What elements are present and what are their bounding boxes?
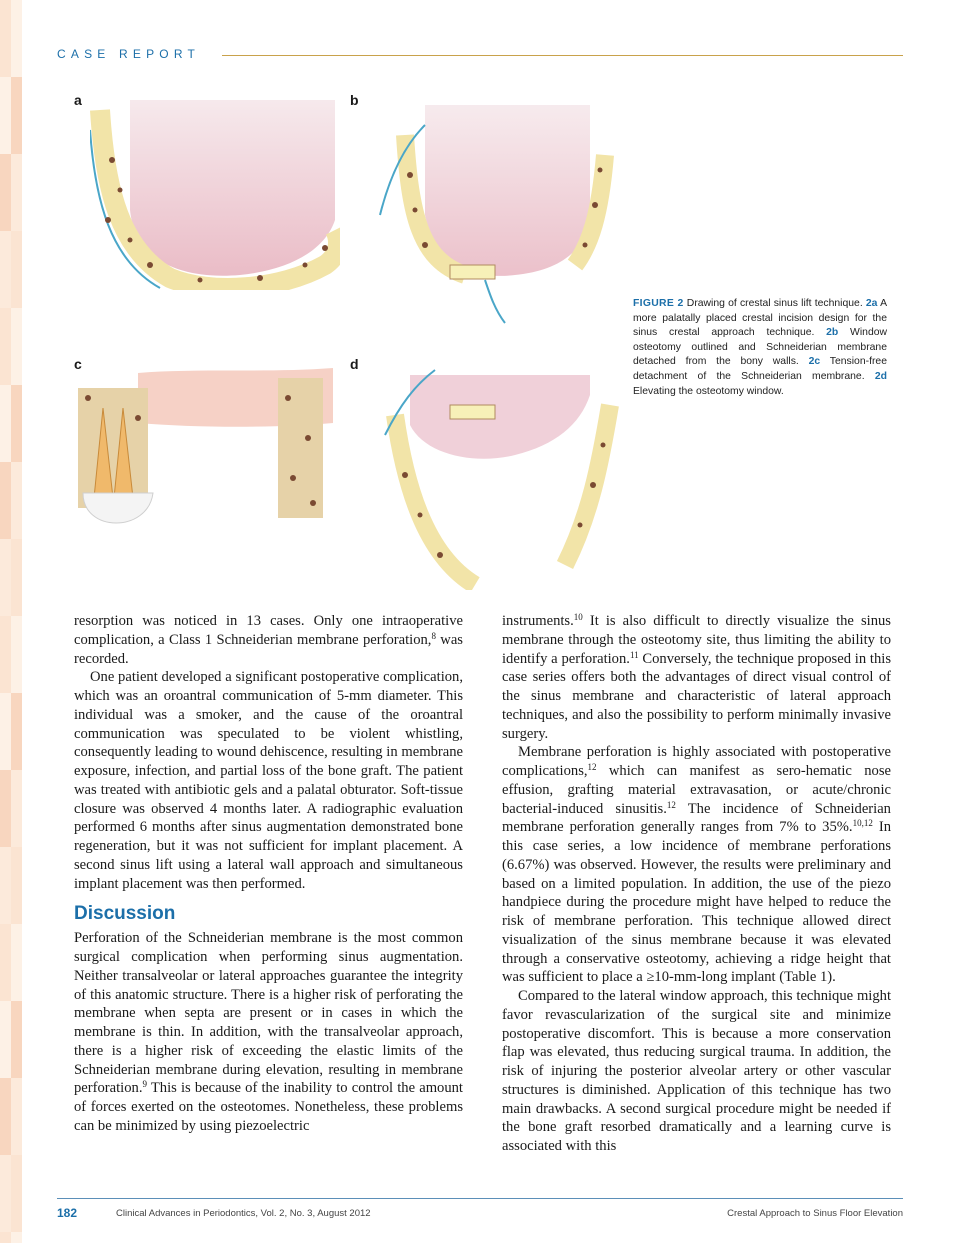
strip-cell bbox=[11, 770, 22, 781]
strip-cell bbox=[0, 1034, 11, 1045]
strip-cell bbox=[0, 143, 11, 154]
strip-cell bbox=[11, 858, 22, 869]
strip-cell bbox=[0, 385, 11, 396]
paragraph bbox=[502, 612, 891, 743]
strip-cell bbox=[11, 209, 22, 220]
figure-panel-c-illustration bbox=[78, 368, 338, 533]
strip-cell bbox=[0, 22, 11, 33]
strip-cell bbox=[0, 792, 11, 803]
strip-cell bbox=[0, 550, 11, 561]
strip-cell bbox=[0, 121, 11, 132]
strip-cell bbox=[0, 198, 11, 209]
strip-cell bbox=[11, 319, 22, 330]
strip-cell bbox=[0, 132, 11, 143]
strip-cell bbox=[11, 242, 22, 253]
strip-cell bbox=[11, 77, 22, 88]
citation: 12 bbox=[587, 762, 597, 772]
strip-cell bbox=[0, 539, 11, 550]
strip-cell bbox=[11, 1155, 22, 1166]
strip-cell bbox=[11, 946, 22, 957]
caption-label-2a: 2a bbox=[865, 298, 878, 309]
strip-cell bbox=[0, 990, 11, 1001]
strip-cell bbox=[11, 143, 22, 154]
strip-cell bbox=[11, 649, 22, 660]
strip-cell bbox=[0, 440, 11, 451]
strip-cell bbox=[0, 946, 11, 957]
strip-cell bbox=[11, 517, 22, 528]
strip-cell bbox=[11, 539, 22, 550]
strip-cell bbox=[11, 22, 22, 33]
paragraph bbox=[74, 612, 463, 668]
paragraph bbox=[74, 929, 463, 1135]
figure-panel-d-illustration bbox=[365, 365, 625, 590]
strip-cell bbox=[0, 715, 11, 726]
strip-cell bbox=[11, 1012, 22, 1023]
strip-cell bbox=[11, 462, 22, 473]
strip-cell bbox=[0, 1232, 11, 1243]
strip-cell bbox=[0, 583, 11, 594]
strip-cell bbox=[0, 561, 11, 572]
strip-cell bbox=[11, 154, 22, 165]
strip-cell bbox=[11, 88, 22, 99]
strip-cell bbox=[11, 913, 22, 924]
panel-label-c: c bbox=[74, 356, 82, 372]
strip-cell bbox=[0, 1166, 11, 1177]
strip-cell bbox=[11, 1056, 22, 1067]
strip-cell bbox=[0, 286, 11, 297]
strip-cell bbox=[0, 935, 11, 946]
figure-panel-b-illustration bbox=[365, 95, 625, 325]
strip-cell bbox=[0, 209, 11, 220]
strip-cell bbox=[0, 1001, 11, 1012]
paragraph: One patient developed a significant postoperative complication, which was an oroantral communication of 5-mm diameter. This individual was a smoker, and the cause of the oroantral communication was speculated to be violent whistling, consequently leading to wound dehiscence, resulting in membrane exposure, infection, and partial loss of the bone graft. The patient was treated with antibiotic gels and a palatal obturator. Soft-tissue closure was observed 4 months later. A radiographic evaluation performed 6 months after sinus augmentation demonstrated bone regeneration, but it was not sufficient for implant placement. A second sinus lift using a lateral wall approach and simultaneous implant placement was then performed. bbox=[74, 669, 463, 892]
strip-cell bbox=[0, 462, 11, 473]
figure-caption bbox=[633, 297, 887, 399]
citation: 11 bbox=[629, 649, 639, 660]
strip-cell bbox=[0, 77, 11, 88]
strip-cell bbox=[11, 660, 22, 671]
strip-cell bbox=[11, 198, 22, 209]
strip-cell bbox=[11, 847, 22, 858]
strip-cell bbox=[0, 231, 11, 242]
strip-cell bbox=[0, 957, 11, 968]
strip-cell bbox=[0, 297, 11, 308]
strip-cell bbox=[11, 374, 22, 385]
citation: 10,12 bbox=[852, 818, 873, 829]
strip-cell bbox=[11, 66, 22, 77]
figure-label: FIGURE 2 bbox=[633, 298, 684, 309]
strip-cell bbox=[11, 1023, 22, 1034]
paragraph-text: instruments. bbox=[502, 613, 574, 629]
strip-cell bbox=[0, 1012, 11, 1023]
strip-cell bbox=[11, 1001, 22, 1012]
strip-cell bbox=[11, 121, 22, 132]
strip-cell bbox=[11, 506, 22, 517]
strip-cell bbox=[0, 341, 11, 352]
strip-cell bbox=[11, 1199, 22, 1210]
figure-panel-a-illustration bbox=[90, 100, 340, 290]
strip-cell bbox=[11, 704, 22, 715]
strip-cell bbox=[11, 825, 22, 836]
strip-cell bbox=[11, 440, 22, 451]
strip-cell bbox=[11, 572, 22, 583]
strip-cell bbox=[0, 99, 11, 110]
strip-cell bbox=[0, 220, 11, 231]
strip-cell bbox=[11, 1089, 22, 1100]
strip-cell bbox=[11, 176, 22, 187]
strip-cell bbox=[0, 968, 11, 979]
strip-cell bbox=[11, 836, 22, 847]
footer-rule bbox=[57, 1198, 903, 1199]
strip-cell bbox=[11, 924, 22, 935]
strip-cell bbox=[0, 737, 11, 748]
strip-cell bbox=[0, 770, 11, 781]
strip-cell bbox=[11, 990, 22, 1001]
strip-cell bbox=[11, 902, 22, 913]
strip-cell bbox=[11, 264, 22, 275]
strip-cell bbox=[0, 517, 11, 528]
strip-cell bbox=[11, 407, 22, 418]
strip-cell bbox=[11, 561, 22, 572]
strip-cell bbox=[0, 616, 11, 627]
strip-cell bbox=[11, 1111, 22, 1122]
strip-cell bbox=[11, 1232, 22, 1243]
strip-cell bbox=[0, 528, 11, 539]
strip-cell bbox=[0, 1133, 11, 1144]
strip-cell bbox=[0, 649, 11, 660]
strip-cell bbox=[0, 594, 11, 605]
strip-cell bbox=[0, 880, 11, 891]
caption-text-2d: Elevating the osteotomy window. bbox=[633, 385, 784, 397]
strip-cell bbox=[11, 396, 22, 407]
strip-cell bbox=[11, 715, 22, 726]
strip-cell bbox=[11, 1100, 22, 1111]
strip-cell bbox=[0, 704, 11, 715]
citation: 10 bbox=[573, 612, 583, 622]
strip-cell bbox=[0, 759, 11, 770]
strip-cell bbox=[0, 1056, 11, 1067]
paragraph-text: which can manifest as sero-hematic nose effusion, grafting material extravasation, or acute/chronic bacterial-induced sinusitis. bbox=[502, 763, 891, 817]
strip-cell bbox=[11, 1188, 22, 1199]
citation: 8 bbox=[431, 630, 436, 641]
paragraph-text: Perforation of the Schneiderian membrane is the most common surgical complication when performing sinus augmentation. Neither transalveolar or lateral approaches guarantee the integrity of this anatomic structure. There is a higher risk of perforating the membrane when septa are present or in cases in which the membrane is thin. In addition, with the transalveolar approach, there is a higher risk of exceeding the elastic limits of the Schneiderian membrane during elevation, resulting in membrane perforation. bbox=[74, 930, 463, 1097]
strip-cell bbox=[11, 275, 22, 286]
strip-cell bbox=[0, 682, 11, 693]
strip-cell bbox=[11, 1078, 22, 1089]
strip-cell bbox=[0, 671, 11, 682]
paragraph: Compared to the lateral window approach, this technique might favor revascularization of the surgical site and minimize postoperative discomfort. This is because a more conservation flap was elevated, thus reducing surgical trauma. In addition, the risk of injuring the posterior alveolar artery or other vascular structures is diminished. Application of this technique has two main drawbacks. A second surgical procedure might be needed if the bone graft resorbed dramatically and a learning curve is associated with this bbox=[502, 988, 891, 1154]
strip-cell bbox=[11, 231, 22, 242]
strip-cell bbox=[0, 1089, 11, 1100]
strip-cell bbox=[0, 1199, 11, 1210]
strip-cell bbox=[11, 330, 22, 341]
paragraph bbox=[502, 743, 891, 987]
strip-cell bbox=[11, 44, 22, 55]
strip-cell bbox=[11, 583, 22, 594]
strip-cell bbox=[0, 165, 11, 176]
strip-cell bbox=[11, 165, 22, 176]
strip-cell bbox=[11, 451, 22, 462]
section-label: CASE REPORT bbox=[57, 47, 200, 61]
strip-cell bbox=[11, 110, 22, 121]
strip-cell bbox=[0, 781, 11, 792]
strip-cell bbox=[0, 858, 11, 869]
strip-cell bbox=[0, 396, 11, 407]
strip-cell bbox=[11, 957, 22, 968]
strip-cell bbox=[0, 1177, 11, 1188]
strip-cell bbox=[11, 429, 22, 440]
strip-cell bbox=[11, 671, 22, 682]
left-text-column bbox=[74, 612, 463, 1136]
strip-cell bbox=[11, 968, 22, 979]
strip-cell bbox=[0, 1111, 11, 1122]
strip-cell bbox=[0, 11, 11, 22]
strip-cell bbox=[11, 99, 22, 110]
strip-cell bbox=[0, 726, 11, 737]
strip-cell bbox=[11, 132, 22, 143]
strip-cell bbox=[0, 902, 11, 913]
strip-cell bbox=[11, 693, 22, 704]
strip-cell bbox=[11, 187, 22, 198]
strip-cell bbox=[0, 1144, 11, 1155]
strip-cell bbox=[0, 484, 11, 495]
strip-cell bbox=[11, 781, 22, 792]
strip-cell bbox=[11, 253, 22, 264]
strip-cell bbox=[0, 187, 11, 198]
strip-cell bbox=[0, 605, 11, 616]
strip-cell bbox=[0, 891, 11, 902]
panel-label-d: d bbox=[350, 356, 359, 372]
strip-cell bbox=[0, 33, 11, 44]
panel-label-a: a bbox=[74, 92, 82, 108]
strip-cell bbox=[0, 44, 11, 55]
strip-cell bbox=[0, 429, 11, 440]
strip-cell bbox=[0, 451, 11, 462]
strip-cell bbox=[11, 605, 22, 616]
strip-cell bbox=[0, 836, 11, 847]
strip-cell bbox=[11, 792, 22, 803]
strip-cell bbox=[0, 176, 11, 187]
panel-label-b: b bbox=[350, 92, 359, 108]
strip-cell bbox=[0, 660, 11, 671]
strip-cell bbox=[0, 847, 11, 858]
strip-cell bbox=[0, 979, 11, 990]
strip-cell bbox=[11, 594, 22, 605]
strip-cell bbox=[11, 803, 22, 814]
paragraph-text: The incidence of Schneiderian membrane perforation generally ranges from 7% to 35%. bbox=[502, 800, 891, 836]
strip-cell bbox=[11, 638, 22, 649]
strip-cell bbox=[0, 407, 11, 418]
strip-cell bbox=[11, 341, 22, 352]
strip-cell bbox=[11, 352, 22, 363]
strip-cell bbox=[11, 737, 22, 748]
strip-cell bbox=[0, 374, 11, 385]
strip-cell bbox=[11, 1045, 22, 1056]
strip-cell bbox=[11, 1144, 22, 1155]
strip-cell bbox=[11, 616, 22, 627]
caption-text-2b: Window osteotomy outlined and Schneiderian membrane detached from the bony walls. bbox=[633, 327, 888, 368]
strip-cell bbox=[0, 330, 11, 341]
strip-cell bbox=[0, 352, 11, 363]
strip-cell bbox=[0, 924, 11, 935]
caption-label-2b: 2b bbox=[826, 327, 839, 339]
journal-citation: Clinical Advances in Periodontics, Vol. 2, No. 3, August 2012 bbox=[116, 1208, 371, 1219]
strip-cell bbox=[11, 297, 22, 308]
strip-cell bbox=[0, 506, 11, 517]
caption-text-2c: Tension-free detachment of the Schneiderian membrane. bbox=[633, 356, 887, 382]
strip-cell bbox=[11, 935, 22, 946]
right-text-column bbox=[502, 612, 891, 1156]
strip-cell bbox=[11, 55, 22, 66]
strip-cell bbox=[11, 869, 22, 880]
strip-cell bbox=[11, 1210, 22, 1221]
strip-cell bbox=[0, 1155, 11, 1166]
strip-cell bbox=[0, 1210, 11, 1221]
strip-cell bbox=[11, 385, 22, 396]
strip-cell bbox=[11, 528, 22, 539]
strip-cell bbox=[11, 814, 22, 825]
strip-cell bbox=[11, 759, 22, 770]
strip-cell bbox=[11, 891, 22, 902]
strip-cell bbox=[11, 308, 22, 319]
paragraph-text: Membrane perforation is highly associated with postoperative complications, bbox=[502, 744, 891, 779]
strip-cell bbox=[0, 363, 11, 374]
citation: 9 bbox=[142, 1079, 147, 1090]
strip-cell bbox=[11, 1221, 22, 1232]
strip-cell bbox=[0, 66, 11, 77]
strip-cell bbox=[0, 275, 11, 286]
strip-cell bbox=[11, 550, 22, 561]
strip-cell bbox=[0, 748, 11, 759]
strip-cell bbox=[0, 814, 11, 825]
strip-cell bbox=[11, 495, 22, 506]
citation: 12 bbox=[666, 799, 676, 810]
strip-cell bbox=[11, 1067, 22, 1078]
strip-cell bbox=[0, 55, 11, 66]
strip-cell bbox=[11, 682, 22, 693]
strip-cell bbox=[11, 979, 22, 990]
strip-cell bbox=[0, 913, 11, 924]
strip-cell bbox=[0, 0, 11, 11]
strip-cell bbox=[0, 308, 11, 319]
paragraph-text: It is also difficult to directly visualize the sinus membrane through the osteotomy site, thus limiting the ability to identify a perforation. bbox=[502, 613, 891, 667]
strip-cell bbox=[0, 1023, 11, 1034]
strip-cell bbox=[11, 418, 22, 429]
caption-intro: Drawing of crestal sinus lift technique. bbox=[683, 298, 866, 309]
strip-cell bbox=[0, 825, 11, 836]
page-number: 182 bbox=[57, 1206, 78, 1220]
strip-cell bbox=[0, 264, 11, 275]
strip-cell bbox=[0, 1078, 11, 1089]
strip-cell bbox=[11, 33, 22, 44]
strip-cell bbox=[11, 1122, 22, 1133]
strip-cell bbox=[11, 484, 22, 495]
strip-cell bbox=[11, 220, 22, 231]
caption-label-2d: 2d bbox=[874, 370, 887, 382]
caption-label-2c: 2c bbox=[808, 356, 821, 368]
strip-cell bbox=[0, 803, 11, 814]
running-title: Crestal Approach to Sinus Floor Elevation bbox=[727, 1208, 903, 1219]
strip-cell bbox=[0, 1045, 11, 1056]
strip-cell bbox=[11, 1133, 22, 1144]
strip-cell bbox=[11, 627, 22, 638]
section-heading-discussion: Discussion bbox=[74, 903, 176, 925]
strip-cell bbox=[0, 627, 11, 638]
strip-cell bbox=[11, 880, 22, 891]
strip-cell bbox=[11, 1034, 22, 1045]
paragraph-text: resorption was noticed in 13 cases. Only one intraoperative complication, a Class 1 Schneiderian membrane perforation, bbox=[74, 613, 463, 648]
strip-cell bbox=[11, 473, 22, 484]
strip-cell bbox=[11, 0, 22, 11]
strip-cell bbox=[0, 572, 11, 583]
strip-cell bbox=[11, 11, 22, 22]
strip-cell bbox=[11, 748, 22, 759]
paragraph-text: Conversely, the technique proposed in this case series offers both the advantages of direct visual control of the sinus membrane and characteristic of lateral approach techniques, and also the possibility to perform minimally invasive surgery. bbox=[502, 650, 891, 742]
strip-cell bbox=[11, 1177, 22, 1188]
strip-cell bbox=[0, 319, 11, 330]
strip-cell bbox=[0, 88, 11, 99]
caption-text-2a: A more palatally placed crestal incision design for the sinus crestal approach technique. bbox=[633, 298, 887, 339]
strip-cell bbox=[0, 869, 11, 880]
strip-cell bbox=[0, 1221, 11, 1232]
header-rule bbox=[222, 55, 903, 56]
strip-cell bbox=[0, 1188, 11, 1199]
decorative-side-strip bbox=[0, 0, 22, 1242]
strip-cell bbox=[0, 253, 11, 264]
strip-cell bbox=[11, 1166, 22, 1177]
strip-cell bbox=[11, 726, 22, 737]
strip-cell bbox=[0, 242, 11, 253]
paragraph-text: In this case series, a low incidence of membrane perforations (6.67%) was observed. However, the results were preliminary and based on a limited population. In addition, the use of the piezo handpiece during the procedure might have helped to reduce the risk of membrane perforation. This technique allowed direct visualization of the sinus membrane because it was elevated through a conservative osteotomy, achieving a ridge height that was sufficient to place a ≥10-mm-long implant (Table 1). bbox=[502, 819, 891, 986]
strip-cell bbox=[0, 418, 11, 429]
strip-cell bbox=[11, 286, 22, 297]
strip-cell bbox=[0, 473, 11, 484]
strip-cell bbox=[0, 638, 11, 649]
strip-cell bbox=[0, 693, 11, 704]
strip-cell bbox=[0, 1100, 11, 1111]
strip-cell bbox=[0, 1067, 11, 1078]
strip-cell bbox=[11, 363, 22, 374]
strip-cell bbox=[0, 1122, 11, 1133]
paragraph-text: was recorded. bbox=[74, 631, 463, 667]
strip-cell bbox=[0, 154, 11, 165]
paragraph-text: This is because of the inability to control the amount of forces exerted on the osteotomes. Nonetheless, these problems can be minimized by using piezoelectric bbox=[74, 1080, 463, 1134]
strip-cell bbox=[0, 110, 11, 121]
strip-cell bbox=[0, 495, 11, 506]
